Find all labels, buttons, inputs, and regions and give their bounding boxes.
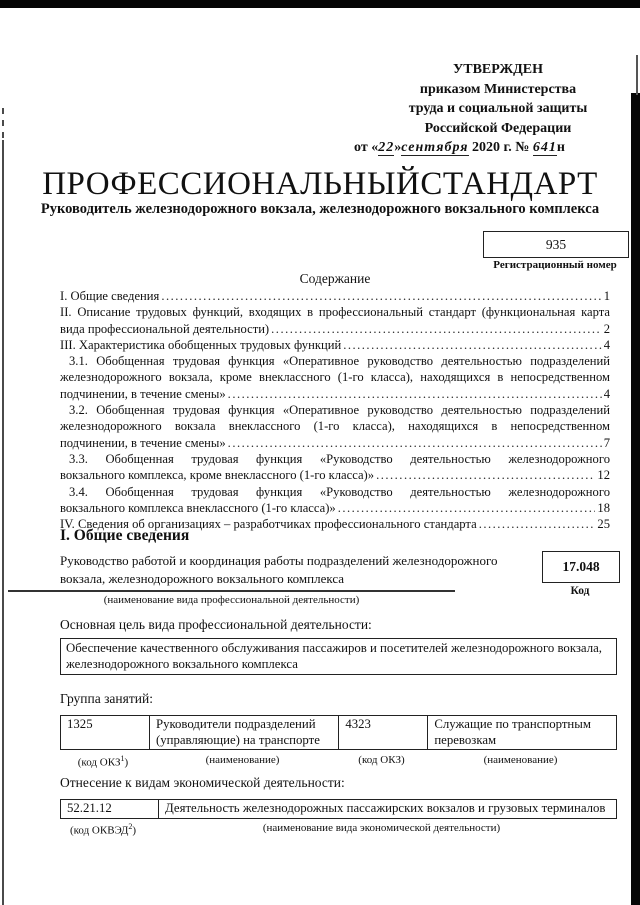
toc-entry: I. Общие сведения ..... 1 (60, 288, 610, 304)
date-year: 2020 г. № (468, 140, 533, 155)
toc-entry: вида профессиональной деятельности) ..... 2 (60, 321, 610, 337)
activity-caption: (наименование вида профессиональной деятельности) (103, 594, 360, 606)
footnote-marker: 2 (128, 822, 133, 831)
activity-type-text: Руководство работой и координация работы подразделений железнодорожного вокзала, железнодорожного вокзального комплекса (60, 553, 498, 586)
dot-leader (338, 500, 596, 516)
caption-econ-name: (наименование вида экономической деятельности) (262, 822, 501, 834)
registration-number: 935 (545, 236, 567, 252)
scan-edge-left-dash (2, 108, 4, 142)
toc-entry-line: 3.3. Обобщенная трудовая функция «Руководство деятельностью железнодорожного (69, 451, 610, 466)
activity-code: 17.048 (562, 559, 600, 574)
okz-code-cell: 1325 (61, 716, 150, 750)
toc-page-number: 4 (603, 386, 610, 401)
footnote-marker: 1 (120, 754, 125, 763)
dot-leader (479, 516, 596, 532)
document-subtitle: Руководитель железнодорожного вокзала, железнодорожного вокзального комплекса (40, 201, 600, 217)
table-row (61, 800, 617, 819)
toc-page-number: 1 (603, 289, 610, 303)
approval-block (354, 60, 630, 158)
activity-code-box (542, 551, 620, 583)
toc-page-number: 12 (597, 468, 610, 483)
caption-name: (наименование) (483, 754, 558, 766)
occupation-group-label: Группа занятий: (60, 691, 153, 706)
toc-entry-line: 3.2. Обобщенная трудовая функция «Оперативное руководство деятельностью подразделений (69, 403, 610, 418)
dot-leader (271, 321, 602, 337)
caption-name: (наименование) (205, 754, 280, 766)
date-close-quote: » (394, 140, 402, 155)
caption-okved-code: (код ОКВЭД$^2$) (69, 822, 137, 837)
approval-line: труда и социальной защиты (408, 101, 588, 116)
toc-page-number: 4 (603, 337, 610, 352)
approval-line: Российской Федерации (424, 120, 572, 136)
scan-edge-right-thin (636, 55, 638, 95)
purpose-box: Обеспечение качественного обслуживания пассажиров и посетителей железнодорожного вокзала, железнодорожного вокзального комплекса (60, 638, 617, 675)
approval-line: приказом Министерства (419, 81, 577, 97)
registration-number-label: Регистрационный номер (493, 259, 617, 271)
toc-entry-line: железнодорожного вокзала, кроме внеклассного (1-го класса), находящихся в непосредственном (60, 370, 610, 385)
toc-entry: вокзального комплекса внеклассного (1-го класса)» ..... 18 (60, 500, 610, 516)
occupation-group-captions (60, 754, 617, 769)
toc-page-number: 25 (597, 517, 610, 532)
order-number-suffix: н (556, 140, 565, 155)
approval-date-line (354, 138, 630, 158)
toc-page-number: 7 (603, 435, 610, 450)
toc-entry: подчинении, в течение смены» ..... 4 (60, 386, 610, 402)
okved-code-cell: 52.21.12 (61, 800, 159, 819)
okved-name-cell: Деятельность железнодорожных пассажирских вокзалов и грузовых терминалов (159, 800, 617, 819)
toc-entry-line: 3.4. Обобщенная трудовая функция «Руководство деятельностью железнодорожного (69, 484, 610, 499)
toc-page-number: 18 (597, 500, 610, 515)
occupation-group-table (60, 715, 617, 750)
dot-leader (228, 435, 602, 451)
okz-name-cell: Служащие по транспортным перевозкам (428, 716, 617, 750)
activity-code-label: Код (570, 585, 590, 597)
handwritten-day: 22 (378, 140, 395, 155)
toc-entry: подчинении, в течение смены» ..... 7 (60, 435, 610, 451)
economic-activity-table (60, 799, 617, 819)
document-title: ПРОФЕССИОНАЛЬНЫЙСТАНДАРТ (42, 166, 598, 202)
okz-name-cell: Руководители подразделений (управляющие) на транспорте (149, 716, 338, 750)
economic-activity-label: Отнесение к видам экономической деятельности: (60, 775, 345, 790)
toc-entry-line: II. Описание трудовых функций, входящих в профессиональный стандарт (функциональная карта (60, 305, 610, 320)
activity-underline (8, 590, 455, 592)
scan-edge-left (2, 140, 4, 905)
date-prefix: от « (354, 140, 379, 155)
caption-okz-code: (код ОКЗ$^1$) (77, 754, 129, 769)
toc-entry-line: железнодорожного вокзала внеклассного (1-го класса), находящихся в непосредственном (60, 419, 610, 434)
table-of-contents (60, 288, 610, 532)
scan-edge-right (631, 93, 640, 905)
registration-number-box (483, 231, 629, 258)
toc-entry: III. Характеристика обобщенных трудовых функций ..... 4 (60, 337, 610, 353)
handwritten-month: сентября (401, 140, 469, 155)
toc-page-number: 2 (603, 321, 610, 336)
scan-edge-top (0, 0, 640, 8)
table-row (61, 716, 617, 750)
purpose-label: Основная цель вида профессиональной деятельности: (60, 617, 372, 632)
dot-leader (343, 337, 602, 353)
approval-line: УТВЕРЖДЕН (452, 62, 544, 77)
toc-entry: вокзального комплекса, кроме внеклассного (1-го класса)» ..... 12 (60, 467, 610, 483)
dot-leader (376, 467, 595, 483)
economic-activity-captions (60, 822, 617, 837)
handwritten-order-number: 641 (532, 140, 557, 155)
dot-leader (161, 288, 601, 304)
toc-entry: IV. Сведения об организациях – разработчиках профессионального стандарта ..... 25 (60, 516, 610, 532)
caption-okz-code: (код ОКЗ) (358, 754, 405, 766)
section-heading-general: I. Общие сведения (60, 527, 190, 544)
okz-code-cell: 4323 (339, 716, 428, 750)
toc-entry-line: 3.1. Обобщенная трудовая функция «Оперативное руководство деятельностью подразделений (69, 354, 610, 369)
dot-leader (228, 386, 602, 402)
toc-heading: Содержание (299, 271, 371, 286)
